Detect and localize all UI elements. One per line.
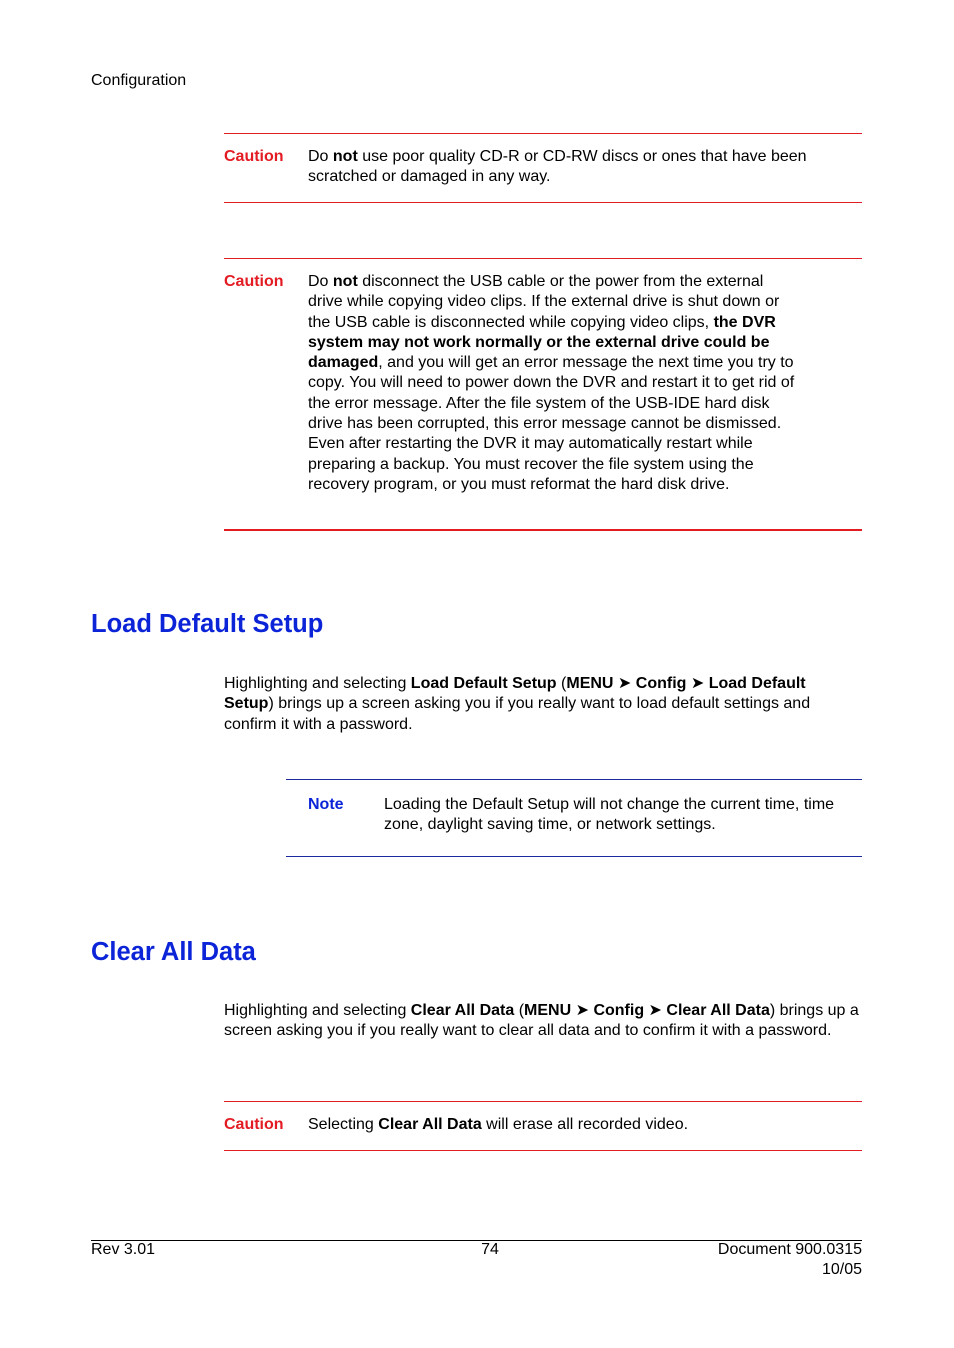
caution-top-rule	[224, 258, 862, 259]
caution-label: Caution	[224, 1116, 284, 1133]
section-heading: Load Default Setup	[91, 610, 324, 638]
caution-top-rule	[224, 133, 862, 134]
running-header: Configuration	[91, 72, 187, 89]
footer-revision: Rev 3.01	[91, 1241, 156, 1258]
note-text: Loading the Default Setup will not change the current time, time zone, daylight saving time, or network settings.	[384, 796, 835, 834]
note-label: Note	[308, 796, 344, 813]
caution-top-rule	[224, 1101, 862, 1102]
caution-label: Caution	[224, 148, 284, 165]
note-bottom-rule	[286, 856, 862, 857]
document-date: 10/05	[821, 1261, 862, 1279]
caution-bottom-rule	[224, 202, 862, 203]
paragraph: Highlighting and selecting Load Default Setup (MENU ➤ Config ➤ Load Default Setup) brings up a screen asking you if you really want to load default settings and confirm it with a password.	[224, 675, 811, 733]
caution-bottom-rule	[224, 1150, 862, 1151]
paragraph: Highlighting and selecting Clear All Data (MENU ➤ Config ➤ Clear All Data) brings up a screen asking you if you really want to clear all data and to confirm it with a password.	[224, 1002, 859, 1040]
caution-text: Do not disconnect the USB cable or the power from the external drive while copying video clips. If the external drive is shut down or the USB cable is disconnected while copying video clips, the DVR system may not work normally or the external drive could be damaged, and you will get an error message the next time you try to copy. You will need to power down the DVR and restart it to get rid of the error message. After the file system of the USB-IDE hard disk drive has been corrupted, this error message cannot be dismissed. Even after restarting the DVR it may automatically restart while preparing a backup. You must recover the file system using the recovery program, or you must reformat the hard disk drive.	[308, 273, 795, 493]
note-top-rule	[286, 779, 862, 780]
caution-label: Caution	[224, 273, 284, 290]
caution-text: Do not use poor quality CD-R or CD-RW discs or ones that have been scratched or damaged in any way.	[308, 148, 807, 186]
footer-document	[718, 1240, 862, 1281]
document-number: Document 900.0315	[717, 1241, 862, 1258]
caution-text: Selecting Clear All Data will erase all recorded video.	[308, 1116, 689, 1133]
section-heading: Clear All Data	[91, 938, 256, 966]
page-number: 74	[481, 1241, 499, 1258]
caution-bottom-rule	[224, 529, 862, 531]
